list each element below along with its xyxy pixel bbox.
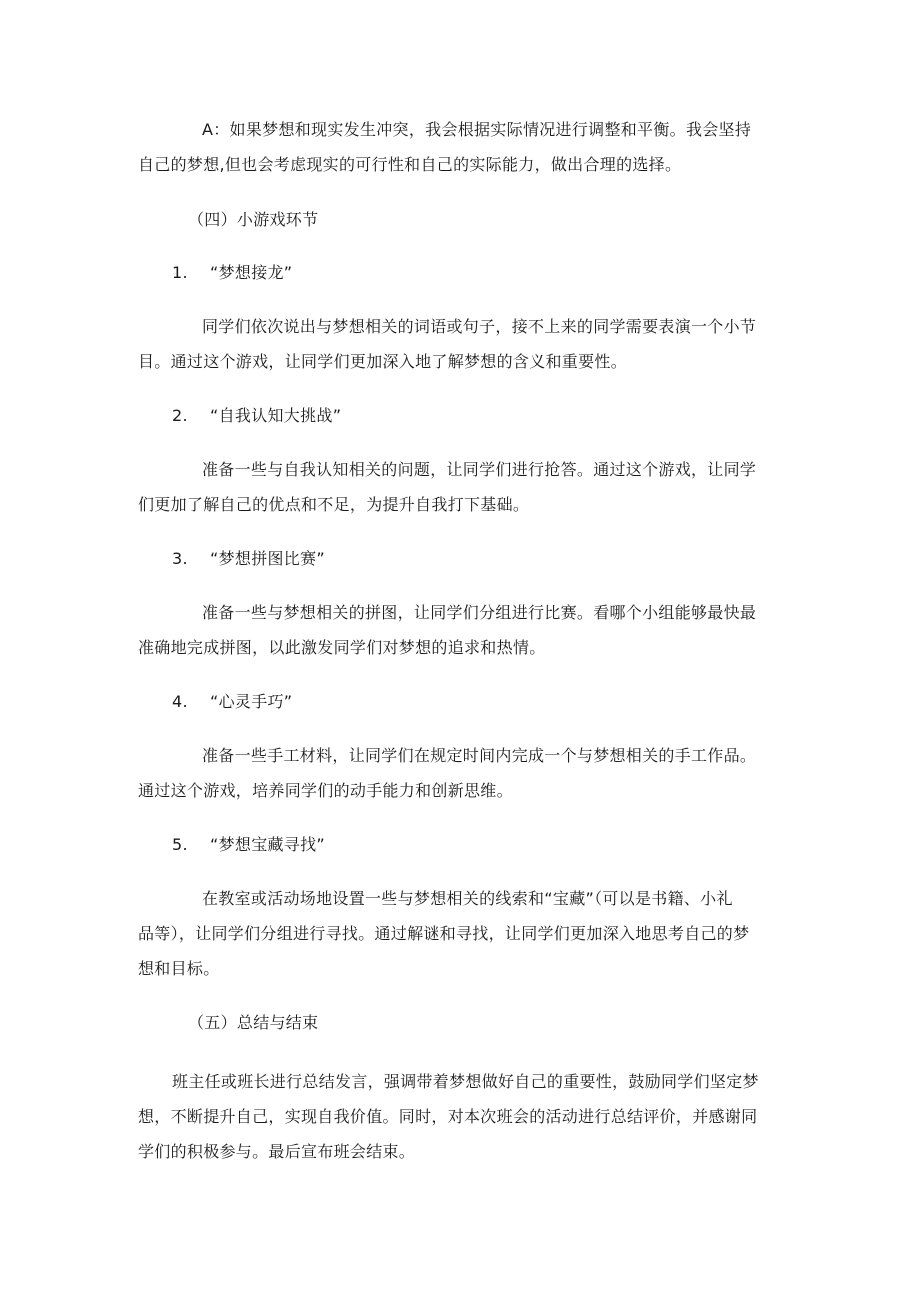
- game-2-number: 2.: [172, 406, 188, 425]
- game-5-line-3: 想和目标。: [138, 959, 220, 978]
- game-2-title: “自我认知大挑战”: [210, 406, 342, 425]
- section-4-heading: （四）小游戏环节: [188, 210, 319, 229]
- answer-line-1: A：如果梦想和现实发生冲突，我会根据实际情况进行调整和平衡。我会坚持: [202, 120, 752, 139]
- game-5-title: “梦想宝藏寻找”: [210, 835, 325, 854]
- game-1-number: 1.: [172, 263, 188, 282]
- summary-line-2: 想，不断提升自己，实现自我价值。同时，对本次班会的活动进行总结评价，并感谢同: [138, 1107, 758, 1126]
- game-5-line-2: 品等），让同学们分组进行寻找。通过解谜和寻找，让同学们更加深入地思考自己的梦: [138, 924, 750, 943]
- game-4-line-1: 准备一些手工材料，让同学们在规定时间内完成一个与梦想相关的手工作品。: [202, 746, 757, 765]
- game-3-title: “梦想拼图比赛”: [210, 549, 325, 568]
- game-5-line-1: 在教室或活动场地设置一些与梦想相关的线索和“宝藏”（可以是书籍、小礼: [202, 889, 733, 908]
- game-4-title: “心灵手巧”: [210, 692, 293, 711]
- game-2-line-1: 准备一些与自我认知相关的问题，让同学们进行抢答。通过这个游戏，让同学: [202, 460, 757, 479]
- game-5-number: 5.: [172, 835, 188, 854]
- summary-line-3: 学们的积极参与。最后宣布班会结束。: [138, 1142, 416, 1161]
- summary-line-1: 班主任或班长进行总结发言，强调带着梦想做好自己的重要性，鼓励同学们坚定梦: [172, 1072, 759, 1091]
- game-4-line-2: 通过这个游戏，培养同学们的动手能力和创新思维。: [138, 781, 513, 800]
- game-3-number: 3.: [172, 549, 188, 568]
- game-1-title: “梦想接龙”: [210, 263, 293, 282]
- game-2-line-2: 们更加了解自己的优点和不足，为提升自我打下基础。: [138, 495, 530, 514]
- game-4-number: 4.: [172, 692, 188, 711]
- game-1-line-2: 目。通过这个游戏，让同学们更加深入地了解梦想的含义和重要性。: [138, 352, 628, 371]
- game-1-line-1: 同学们依次说出与梦想相关的词语或句子，接不上来的同学需要表演一个小节: [202, 317, 757, 336]
- game-3-line-2: 准确地完成拼图，以此激发同学们对梦想的追求和热情。: [138, 638, 546, 657]
- answer-line-2: 自己的梦想,但也会考虑现实的可行性和自己的实际能力，做出合理的选择。: [138, 155, 682, 174]
- section-5-heading: （五）总结与结束: [188, 1013, 319, 1032]
- game-3-line-1: 准备一些与梦想相关的拼图，让同学们分组进行比赛。看哪个小组能够最快最: [202, 603, 757, 622]
